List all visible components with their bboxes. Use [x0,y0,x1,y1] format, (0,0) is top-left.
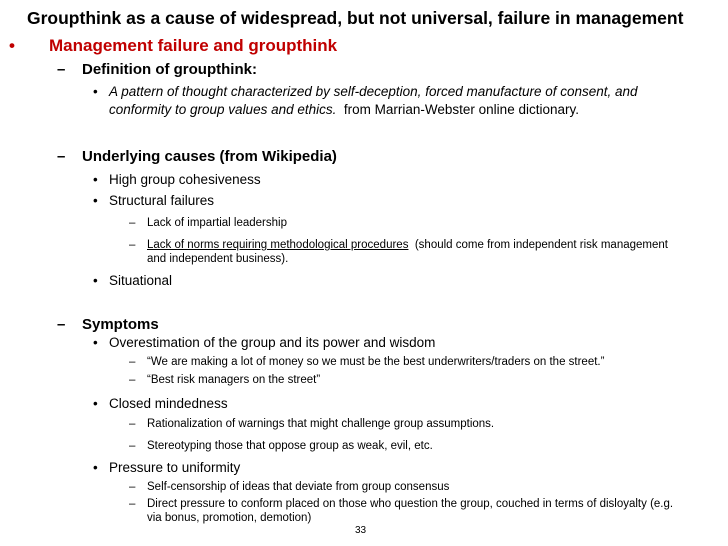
dash-marker: – [57,61,66,78]
cause-high-cohesiveness: High group cohesiveness [109,172,261,187]
cause-structural-failures: Structural failures [109,193,215,208]
symptoms-heading: Symptoms [82,316,159,333]
section-heading-management-failure: Management failure and groupthink [49,36,338,55]
definition-text-line1: A pattern of thought characterized by self-deception, forced manufacture of consent, and [109,84,638,99]
dash-marker: – [129,239,136,251]
definition-text-italic: conformity to group values and ethics. [109,102,337,117]
sub-norms-line2: and independent business). [147,253,289,265]
dash-marker: – [129,418,136,430]
bullet-marker: • [93,84,98,99]
dash-marker: – [57,148,66,165]
bullet-marker: • [93,396,98,411]
symptom-pressure-uniformity: Pressure to uniformity [109,460,241,475]
symptom-overestimation: Overestimation of the group and its power and wisdom [109,335,436,350]
dash-marker: – [57,316,66,333]
sub-direct-pressure-line1: Direct pressure to conform placed on those who question the group, couched in terms of disloyalty (e.g. [147,498,674,510]
bullet-marker: • [93,460,98,475]
dash-marker: – [129,440,136,452]
bullet-marker: • [93,273,98,288]
definition-text-line2 [109,102,579,117]
norms-link[interactable]: Lack of norms requiring methodological procedures [147,239,409,251]
dash-marker: – [129,481,136,493]
sub-rationalization: Rationalization of warnings that might challenge group assumptions. [147,418,495,430]
cause-situational: Situational [109,273,173,288]
definition-heading: Definition of groupthink: [82,61,257,78]
definition-source: from Marrian-Webster online dictionary. [343,102,579,117]
quote-making-money: “We are making a lot of money so we must be the best underwriters/traders on the street.” [147,356,605,368]
causes-heading: Underlying causes (from Wikipedia) [82,148,337,165]
bullet-marker: • [93,193,98,208]
sub-self-censorship: Self-censorship of ideas that deviate from group consensus [147,481,450,493]
sub-direct-pressure-line2: via bonus, promotion, demotion) [147,512,312,524]
dash-marker: – [129,217,136,229]
slide-title: Groupthink as a cause of widespread, but not universal, failure in management [27,8,684,28]
bullet-marker: • [9,36,15,55]
bullet-marker: • [93,335,98,350]
norms-rest: (should come from independent risk management [414,239,668,251]
dash-marker: – [129,374,136,386]
sub-impartial-leadership: Lack of impartial leadership [147,217,287,229]
sub-stereotyping: Stereotyping those that oppose group as weak, evil, etc. [147,440,433,452]
dash-marker: – [129,498,136,510]
sub-norms-line1 [147,239,668,251]
page-number: 33 [355,525,367,536]
bullet-marker: • [93,172,98,187]
dash-marker: – [129,356,136,368]
quote-best-risk-managers: “Best risk managers on the street” [147,374,321,386]
symptom-closed-mindedness: Closed mindedness [109,396,228,411]
